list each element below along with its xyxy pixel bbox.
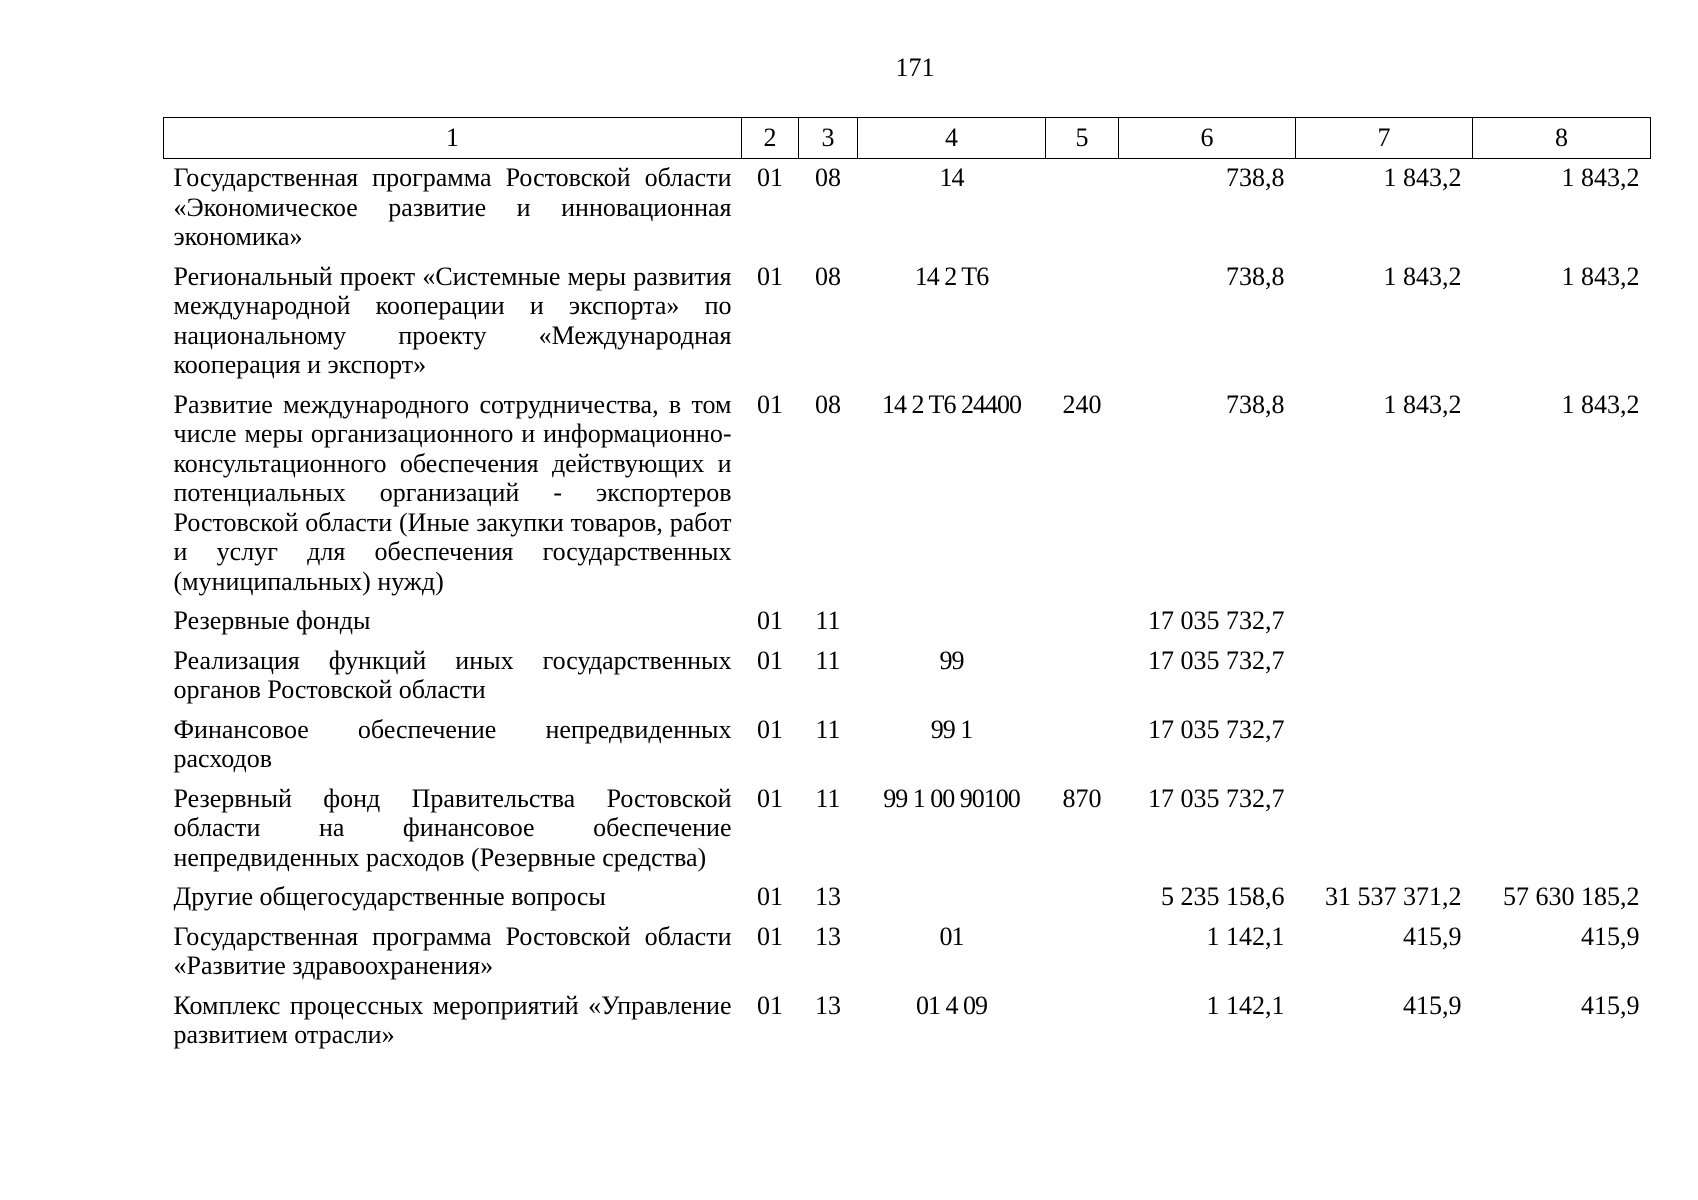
table-row — [164, 780, 1651, 879]
row-value-col6: 17 035 732,7 — [1148, 645, 1285, 675]
row-section: 01 — [757, 921, 783, 951]
table-row — [164, 711, 1651, 780]
row-subsection: 08 — [815, 163, 841, 192]
row-value-col7 — [1296, 602, 1473, 642]
row-value-col8: 57 630 185,2 — [1503, 882, 1640, 911]
row-name: Финансовое обеспечение непредвиденных расходов — [173, 714, 732, 773]
row-target-code: 01 4 09 — [916, 990, 987, 1020]
row-subsection: 11 — [815, 606, 841, 635]
row-expense-type: 870 — [1062, 783, 1102, 813]
row-expense-type — [1046, 878, 1119, 918]
row-name: Государственная программа Ростовской области «Развитие здравоохранения» — [173, 921, 732, 980]
row-name: Реализация функций иных государственных органов Ростовской области — [173, 645, 732, 704]
row-value-col6: 1 142,1 — [1206, 921, 1285, 951]
header-row — [164, 118, 1651, 159]
header-col-2: 2 — [742, 118, 799, 159]
row-name: Резервные фонды — [173, 606, 371, 635]
row-target-code: 14 — [939, 163, 964, 192]
row-value-col6: 738,8 — [1226, 261, 1285, 291]
row-name: Комплекс процессных мероприятий «Управление развитием отрасли» — [173, 990, 732, 1049]
row-value-col8 — [1473, 642, 1651, 711]
header-col-1: 1 — [164, 118, 742, 159]
table-row — [164, 258, 1651, 386]
row-value-col6: 5 235 158,6 — [1161, 882, 1285, 911]
table-row — [164, 918, 1651, 987]
row-subsection: 11 — [815, 783, 841, 813]
row-section: 01 — [757, 882, 783, 911]
row-section: 01 — [757, 645, 783, 675]
row-section: 01 — [757, 990, 783, 1020]
row-value-col8: 415,9 — [1581, 921, 1640, 951]
row-name: Региональный проект «Системные меры развития международной кооперации и экспорта» по национальному проекту «Международная кооперация и экспорт» — [173, 261, 732, 379]
header-col-7: 7 — [1296, 118, 1473, 159]
row-expense-type — [1046, 602, 1119, 642]
row-name: Развитие международного сотрудничества, в том числе меры организационного и информационно-консультационного обеспечения действующих и потенциальных организаций - экспортеров Ростовской области (Иные закупки товаров, работ и услуг для обеспечения государственных (муниципальных) нужд) — [173, 389, 732, 596]
row-subsection: 08 — [815, 261, 841, 291]
row-value-col8 — [1473, 711, 1651, 780]
row-value-col7: 415,9 — [1403, 921, 1462, 951]
row-subsection: 13 — [815, 882, 841, 911]
row-expense-type: 240 — [1062, 389, 1102, 419]
row-target-code: 99 1 — [930, 714, 973, 744]
row-expense-type — [1046, 258, 1119, 386]
row-value-col7: 1 843,2 — [1383, 163, 1462, 192]
row-target-code: 14 2 T6 — [914, 261, 989, 291]
row-value-col8: 1 843,2 — [1561, 163, 1640, 192]
row-target-code — [858, 878, 1046, 918]
row-value-col7: 415,9 — [1403, 990, 1462, 1020]
row-subsection: 13 — [815, 921, 841, 951]
header-col-4: 4 — [858, 118, 1046, 159]
table-row — [164, 642, 1651, 711]
row-target-code — [858, 602, 1046, 642]
row-section: 01 — [757, 606, 783, 635]
row-expense-type — [1046, 642, 1119, 711]
row-subsection: 08 — [815, 389, 841, 419]
row-value-col8: 415,9 — [1581, 990, 1640, 1020]
row-expense-type — [1046, 987, 1119, 1056]
row-value-col7 — [1296, 780, 1473, 879]
row-value-col7: 1 843,2 — [1383, 261, 1462, 291]
row-value-col8 — [1473, 602, 1651, 642]
row-value-col8: 1 843,2 — [1561, 389, 1640, 419]
row-subsection: 13 — [815, 990, 841, 1020]
table-row — [164, 159, 1651, 258]
row-value-col8: 1 843,2 — [1561, 261, 1640, 291]
row-value-col7 — [1296, 642, 1473, 711]
table-row — [164, 602, 1651, 642]
budget-table — [163, 117, 1651, 1056]
row-value-col6: 738,8 — [1226, 389, 1285, 419]
header-col-8: 8 — [1473, 118, 1651, 159]
table-row — [164, 386, 1651, 603]
row-section: 01 — [757, 783, 783, 813]
table-row — [164, 878, 1651, 918]
header-col-3: 3 — [799, 118, 858, 159]
row-section: 01 — [757, 714, 783, 744]
row-subsection: 11 — [815, 714, 841, 744]
row-target-code: 99 — [939, 645, 964, 675]
row-expense-type — [1046, 918, 1119, 987]
row-value-col7 — [1296, 711, 1473, 780]
row-value-col6: 1 142,1 — [1206, 990, 1285, 1020]
row-target-code: 01 — [939, 921, 964, 951]
row-value-col7: 1 843,2 — [1383, 389, 1462, 419]
header-col-5: 5 — [1046, 118, 1119, 159]
row-name: Другие общегосударственные вопросы — [173, 882, 606, 911]
row-section: 01 — [757, 261, 783, 291]
row-name: Государственная программа Ростовской области «Экономическое развитие и инновационная экономика» — [173, 163, 732, 251]
row-value-col8 — [1473, 780, 1651, 879]
page-number: 171 — [895, 53, 935, 82]
row-value-col6: 17 035 732,7 — [1148, 606, 1285, 635]
row-value-col6: 17 035 732,7 — [1148, 783, 1285, 813]
row-value-col7: 31 537 371,2 — [1325, 882, 1462, 911]
header-col-6: 6 — [1119, 118, 1296, 159]
row-subsection: 11 — [815, 645, 841, 675]
row-value-col6: 17 035 732,7 — [1148, 714, 1285, 744]
row-section: 01 — [757, 389, 783, 419]
row-expense-type — [1046, 711, 1119, 780]
row-section: 01 — [757, 163, 783, 192]
row-name: Резервный фонд Правительства Ростовской области на финансовое обеспечение непредвиденных расходов (Резервные средства) — [173, 783, 732, 872]
row-value-col6: 738,8 — [1226, 163, 1285, 192]
row-target-code: 14 2 T6 24400 — [882, 389, 1021, 419]
row-target-code: 99 1 00 90100 — [883, 783, 1020, 813]
table-row — [164, 987, 1651, 1056]
row-expense-type — [1046, 159, 1119, 258]
